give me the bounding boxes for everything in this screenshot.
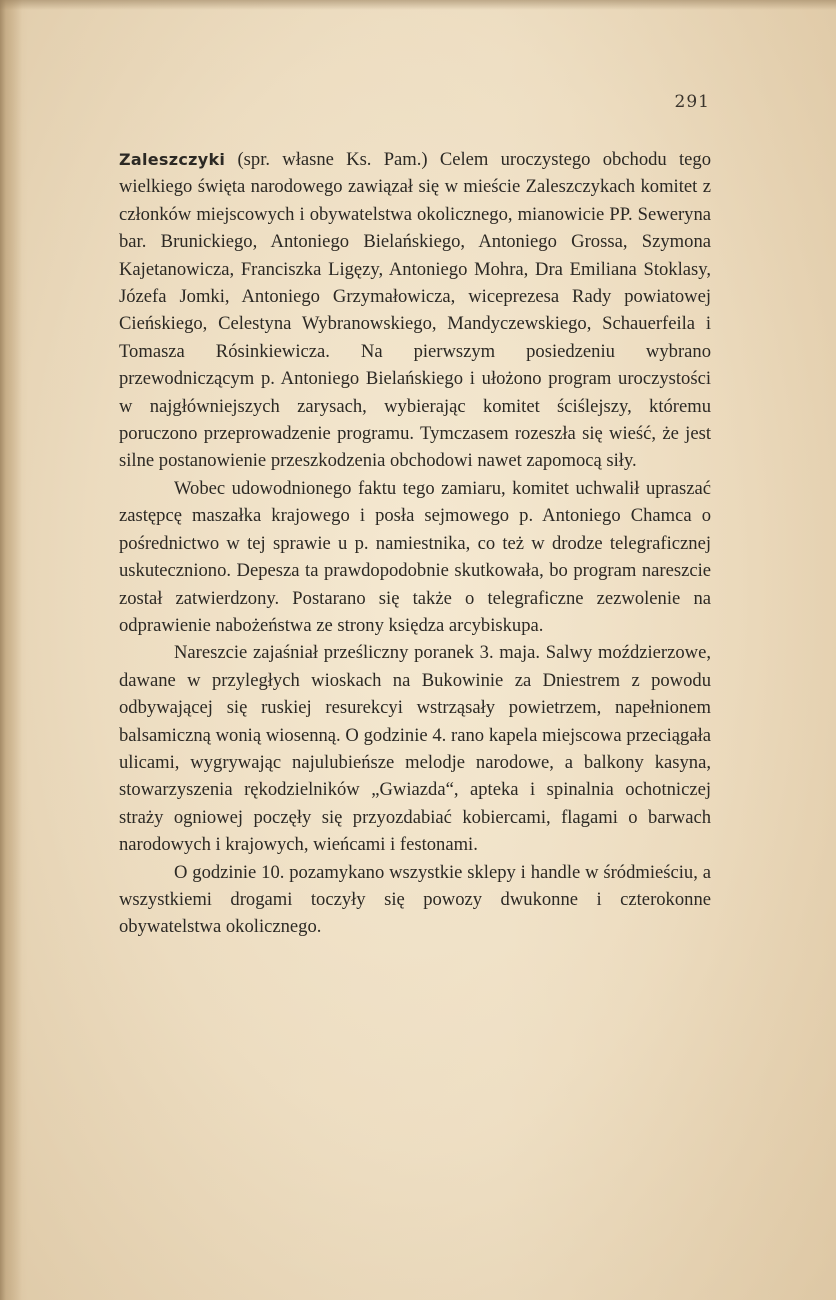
article-body	[119, 146, 711, 941]
paragraph-3: Nareszcie zajaśniał prześliczny poranek 3. maja. Salwy moździerzowe, dawane w przyległych wioskach na Bukowinie za Dniestrem z powodu odbywającej się ruskiej resurekcyi wstrząsały powietrzem, napełnionem balsamiczną wonią wiosenną. O godzinie 4. rano kapela miejscowa przeciągała ulicami, wygrywając najulubieńsze melodje narodowe, a balkony kasyna, stowarzyszenia rękodzielników „Gwiazda“, apteka i spinalnia ochotniczej straży ogniowej poczęły się przyozdabiać kobiercami, flagami o barwach narodowych i krajowych, wieńcami i festonami.	[119, 642, 711, 856]
paragraph-1	[119, 146, 711, 475]
paragraph-2: Wobec udowodnionego faktu tego zamiaru, komitet uchwalił upraszać zastępcę maszałka krajowego i posła sejmowego p. Antoniego Chamca o pośrednictwo w tej sprawie u p. namiestnika, co też w drodze telegraficznej uskuteczniono. Depesza ta prawdopodobnie skutkowała, bo program nareszcie został zatwierdzony. Postarano się także o telegraficzne zezwolenie na odprawienie nabożeństwa ze strony księdza arcybiskupa.	[119, 477, 711, 636]
paragraph-1-text: (spr. własne Ks. Pam.) Celem uroczystego obchodu tego wielkiego święta narodowego zawiązał się w mieście Zaleszczykach komitet z członków miejscowych i obywatelstwa okolicznego, mianowicie PP. Seweryna bar. Brunickiego, Antoniego Bielańskiego, Antoniego Grossa, Szymona Kajetanowicza, Franciszka Ligęzy, Antoniego Mohra, Dra Emiliana Stoklasy, Józefa Jomki, Antoniego Grzymałowicza, wiceprezesa Rady powiatowej Cieńskiego, Celestyna Wybranowskiego, Mandyczewskiego, Schauerfeila i Tomasza Rósinkiewicza. Na pierwszym posiedzeniu wybrano przewodniczącym p. Antoniego Bielańskiego i ułożono program uroczystości w najgłówniejszych zarysach, wybierając komitet ściślejszy, któremu poruczono przeprowadzenie programu. Tymczasem rozeszła się wieść, że jest silne postanowienie przeszkodzenia obchodowi nawet zapomocą siły.	[119, 149, 711, 472]
lead-place-name: Zaleszczyki	[119, 150, 226, 169]
paragraph-4: O godzinie 10. pozamykano wszystkie sklepy i handle w śródmieściu, a wszystkiemi drogami toczyły się powozy dwukonne i czterokonne obywatelstwa okolicznego.	[119, 861, 711, 938]
page-number: 291	[674, 92, 710, 112]
